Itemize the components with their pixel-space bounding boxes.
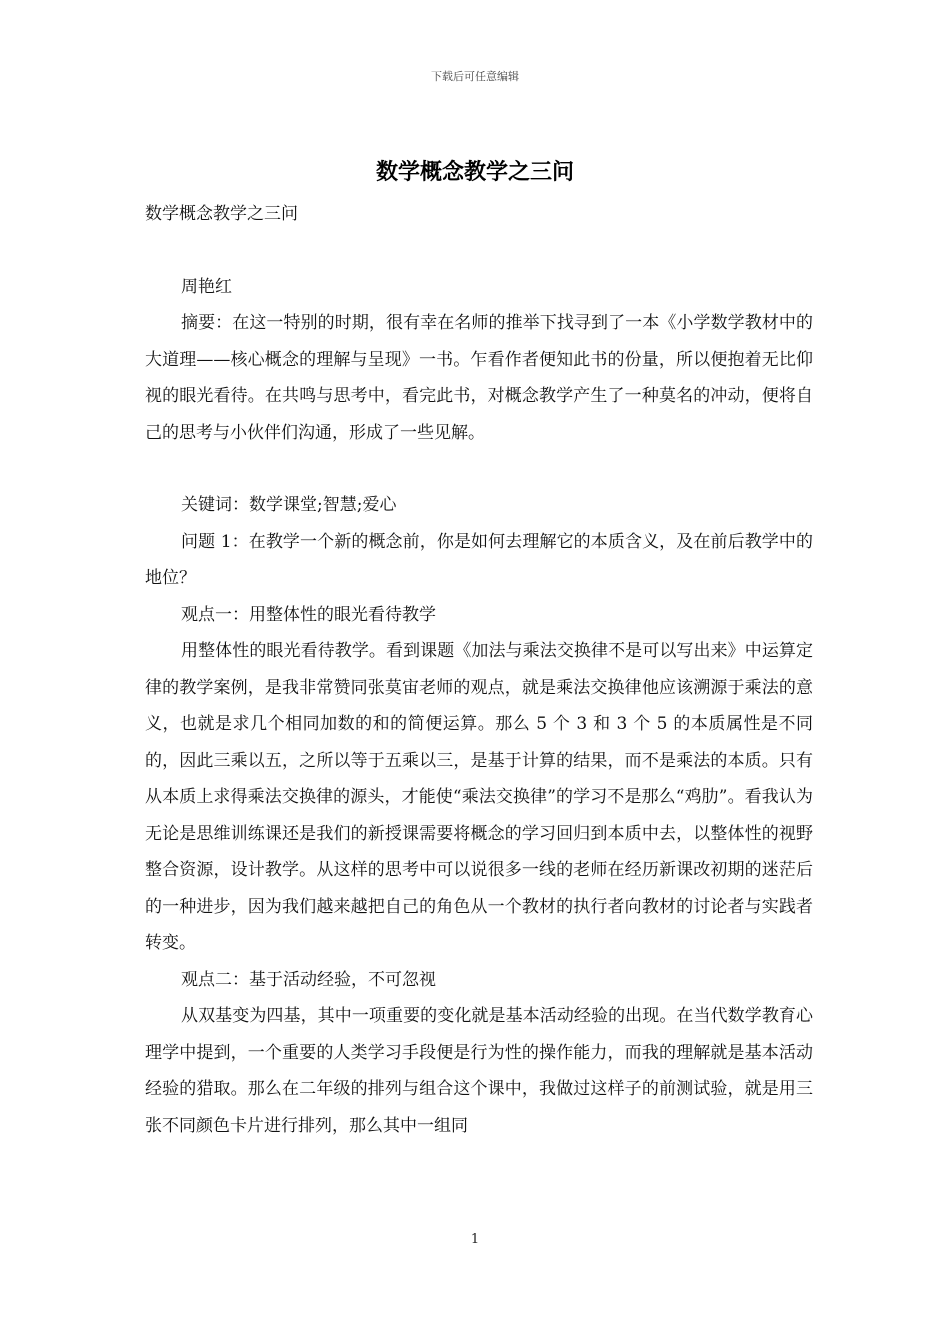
document-body xyxy=(145,196,813,1144)
author-paragraph: 周艳红 xyxy=(181,276,232,297)
question1-paragraph: 问题 1：在教学一个新的概念前，你是如何去理解它的本质含义，及在前后教学中的地位？ xyxy=(145,531,813,588)
view2-heading: 观点二：基于活动经验，不可忽视 xyxy=(181,969,436,990)
view1-body-paragraph: 用整体性的眼光看待教学。看到课题《加法与乘法交换律不是可以写出来》中运算定律的教学案例，是我非常赞同张莫宙老师的观点，就是乘法交换律他应该溯源于乘法的意义，也就是求几个相同加数的和的简便运算。那么 5 个 3 和 3 个 5 的本质属性是不同的，因此三乘以五，之所以等于五乘以三，是基于计算的结果，而不是乘法的本质。只有从本质上求得乘法交换律的源头，才能使“乘法交换律”的学习不是那么“鸡肋”。看我认为无论是思维训练课还是我们的新授课需要将概念的学习回归到本质中去，以整体性的视野整合资源，设计教学。从这样的思考中可以说很多一线的老师在经历新课改初期的迷茫后的一种进步，因为我们越来越把自己的角色从一个教材的执行者向教材的讨论者与实践者转变。 xyxy=(145,641,813,953)
view2-body-paragraph: 从双基变为四基，其中一项重要的变化就是基本活动经验的出现。在当代数学教育心理学中提到，一个重要的人类学习手段便是行为性的操作能力，而我的理解就是基本活动经验的猎取。那么在二年级的排列与组合这个课中，我做过这样子的前测试验，就是用三张不同颜色卡片进行排列，那么其中一组同 xyxy=(145,1006,813,1136)
view1-heading: 观点一：用整体性的眼光看待教学 xyxy=(181,604,436,625)
keywords-paragraph: 关键词：数学课堂;智慧;爱心 xyxy=(181,495,397,515)
subtitle-paragraph: 数学概念教学之三问 xyxy=(145,204,298,224)
page-header: 下载后可任意编辑 xyxy=(431,70,519,83)
abstract-paragraph: 摘要：在这一特别的时期，很有幸在名师的推举下找寻到了一本《小学数学教材中的大道理——核心概念的理解与呈现》一书。乍看作者便知此书的份量，所以便抱着无比仰视的眼光看待。在共鸣与思考中，看完此书，对概念教学产生了一种莫名的冲动，便将自己的思考与小伙伴们沟通，形成了一些见解。 xyxy=(145,313,813,443)
document-title: 数学概念教学之三问 xyxy=(375,159,574,185)
page-number: 1 xyxy=(470,1232,480,1247)
